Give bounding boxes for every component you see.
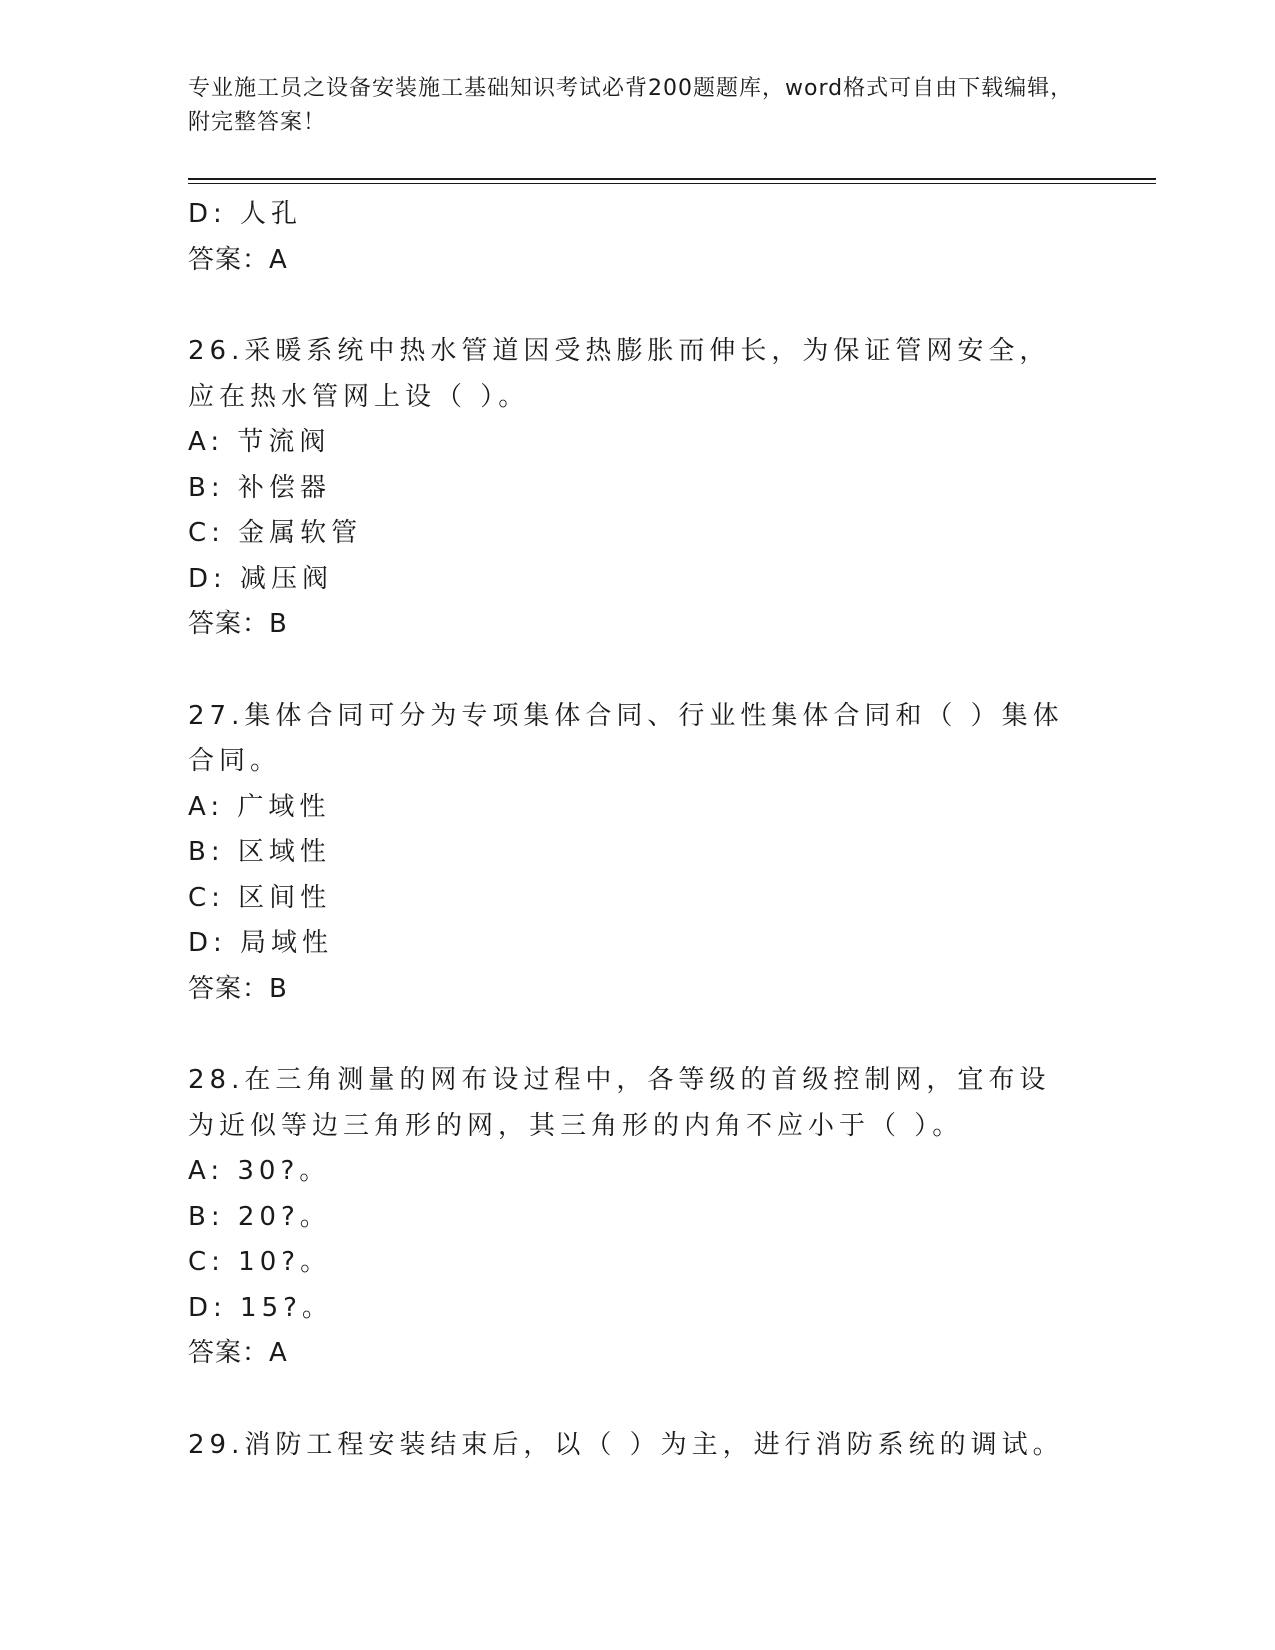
option-b: B: 区域性 — [188, 837, 331, 867]
question-stem: 27.集体合同可分为专项集体合同、行业性集体合同和（ ）集体合同。 — [188, 700, 1064, 776]
answer: 答案：B — [188, 973, 288, 1004]
header-rule-bottom — [188, 183, 1156, 184]
question-28 — [188, 1058, 1068, 1377]
option-c: C: 10?。 — [188, 1247, 332, 1277]
answer: 答案：B — [188, 609, 288, 639]
option-d: D: 15?。 — [188, 1292, 333, 1323]
question-stem: 26.采暖系统中热水管道因受热膨胀而伸长，为保证管网安全，应在热水管网上设（ ）。 — [188, 336, 1051, 412]
answer: 答案：A — [188, 1338, 288, 1368]
option-b: B: 20?。 — [188, 1201, 331, 1232]
option-c: C: 区间性 — [188, 882, 332, 913]
option-a: A: 广域性 — [188, 791, 331, 822]
header-rule-top — [188, 178, 1156, 180]
option-d: D: 减压阀 — [188, 563, 334, 594]
option-c: C: 金属软管 — [188, 518, 363, 548]
answer: 答案：A — [188, 244, 288, 275]
question-29 — [188, 1423, 1068, 1469]
option-b: B: 补偿器 — [188, 472, 331, 503]
question-26 — [188, 329, 1068, 648]
option-d: D: 局域性 — [188, 928, 334, 958]
question-27 — [188, 694, 1068, 1013]
question-stem: 29.消防工程安装结束后，以（ ）为主，进行消防系统的调试。 — [188, 1429, 1064, 1460]
option-a: A: 30?。 — [188, 1156, 331, 1186]
document-header: 专业施工员之设备安装施工基础知识考试必背200题题库，word格式可自由下载编辑，附完整答案！ — [188, 76, 1074, 135]
question-stem: 28.在三角测量的网布设过程中，各等级的首级控制网，宜布设为近似等边三角形的网，其三角形的内角不应小于（ ）。 — [188, 1065, 1051, 1141]
option-a: A: 节流阀 — [188, 427, 331, 457]
option-d: D: 人孔 — [188, 199, 303, 229]
question-content — [188, 192, 1068, 1468]
